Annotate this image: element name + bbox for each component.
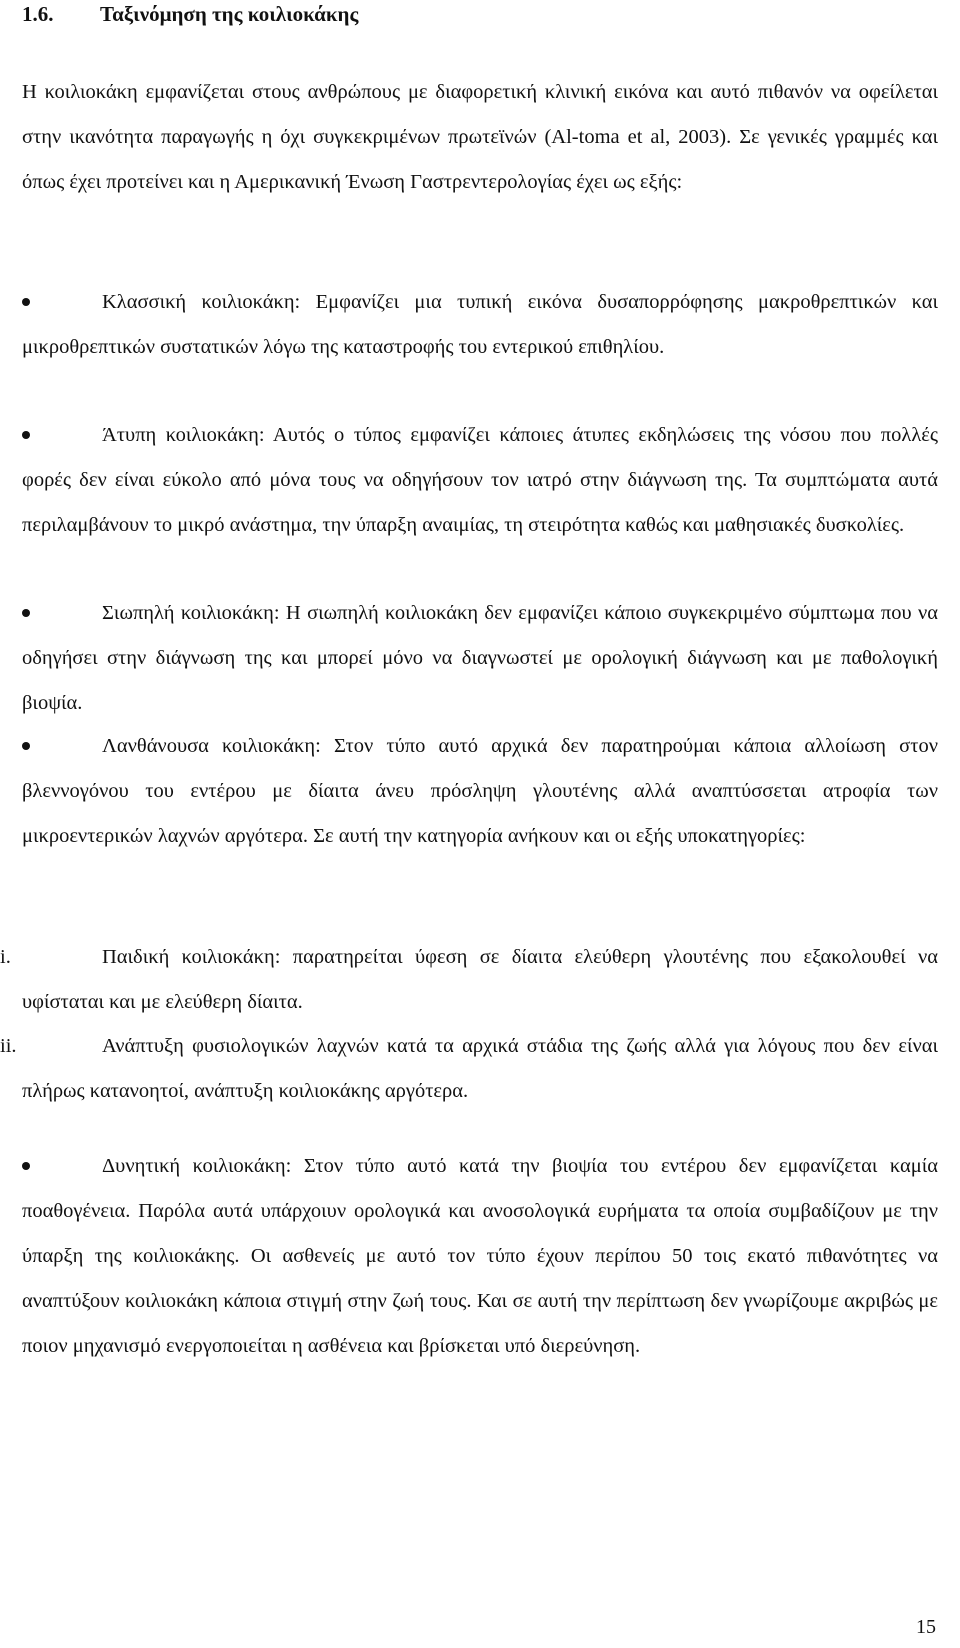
bullet-text: Λανθάνουσα κοιλιοκάκη: Στον τύπο αυτό αρχικά δεν παρατηρούμαι κάποια αλλοίωση στον βλεννογόνου του εντέρου με δίαιτα άνευ πρόσληψη γλουτένης αλλά αναπτύσσεται ατροφία των μικροεντερικών λαχνών αργότερα. Σε αυτή την κατηγορία ανήκουν και οι εξής υποκατηγορίες:: [22, 735, 938, 847]
sub-item: [0, 935, 938, 1025]
intro-text: Η κοιλιοκάκη εμφανίζεται στους ανθρώπους με διαφορετική κλινική εικόνα και αυτό πιθανόν να οφείλεται στην ικανότητα παραγωγής η όχι συγκεκριμένων πρωτεϊνών (Al-toma et al, 2003). Σε γενικές γραμμές και όπως έχει προτείνει και η Αμερικανική Ένωση Γαστρεντερολογίας έχει ως εξής:: [22, 81, 938, 193]
bullet-dot-icon: [22, 742, 30, 750]
sub-item-text: Ανάπτυξη φυσιολογικών λαχνών κατά τα αρχικά στάδια της ζωής αλλά για λόγους που δεν είναι πλήρως κατανοητοί, ανάπτυξη κοιλιοκάκης αργότερα.: [22, 1035, 938, 1102]
intro-paragraph: [22, 70, 938, 205]
bullet-dot-icon: [22, 298, 30, 306]
bullet-dot-icon: [22, 1162, 30, 1170]
bullet-dot-icon: [22, 609, 30, 617]
bullet-text: Κλασσική κοιλιοκάκη: Εμφανίζει μια τυπική εικόνα δυσαπορρόφησης μακροθρεπτικών και μικροθρεπτικών συστατικών λόγω της καταστροφής του εντερικού επιθηλίου.: [22, 291, 938, 358]
bullet-text: Δυνητική κοιλιοκάκη: Στον τύπο αυτό κατά την βιοψία του εντέρου δεν εμφανίζεται καμία ποαθογένεια. Παρόλα αυτά υπάρχοιυν ορολογικά και ανοσολογικά ευρήματα τα οποία συμβαδίζουν με την ύπαρξη της κοιλιοκάκης. Οι ασθενείς με αυτό τον τύπο έχουν περίπου 50 τοις εκατό πιθανότητες να αναπτύξουν κοιλιοκάκη κάποια στιγμή στην ζωή τους. Και σε αυτή την περίπτωση δεν γνωρίζουμε ακριβώς με ποιον μηχανισμό ενεργοποιείται η ασθένεια και βρίσκεται υπό διερεύνηση.: [22, 1155, 938, 1357]
section-title: Ταξινόμηση της κοιλιοκάκης: [100, 2, 359, 26]
section-number: 1.6.: [22, 2, 54, 26]
sub-item-text: Παιδική κοιλιοκάκη: παρατηρείται ύφεση σε δίαιτα ελεύθερη γλουτένης που εξακολουθεί να υφίσταται και με ελεύθερη δίαιτα.: [22, 946, 938, 1013]
bullet-item: [22, 724, 938, 859]
sub-item-marker: ii.: [0, 1035, 17, 1057]
bullet-dot-icon: [22, 431, 30, 439]
sub-item-marker: i.: [0, 946, 11, 968]
bullet-item: [22, 591, 938, 726]
bullet-item: [22, 280, 938, 370]
bullet-item: [22, 413, 938, 548]
bullet-text: Σιωπηλή κοιλιοκάκη: Η σιωπηλή κοιλιοκάκη δεν εμφανίζει κάποιο συγκεκριμένο σύμπτωμα που να οδηγήσει στην διάγνωση της και μπορεί μόνο να διαγνωστεί με ορολογική διάγνωση και με παθολογική βιοψία.: [22, 602, 938, 714]
bullet-item: [22, 1144, 938, 1369]
page-number: 15: [916, 1616, 936, 1638]
sub-item: [0, 1024, 938, 1114]
bullet-text: Άτυπη κοιλιοκάκη: Αυτός ο τύπος εμφανίζει κάποιες άτυπες εκδηλώσεις της νόσου που πολλές φορές δεν είναι εύκολο από μόνα τους να οδηγήσουν τον ιατρό στην διάγνωση της. Τα συμπτώματα αυτά περιλαμβάνουν το μικρό ανάστημα, την ύπαρξη αναιμίας, τη στειρότητα καθώς και μαθησιακές δυσκολίες.: [22, 424, 938, 536]
section-heading: [22, 2, 358, 27]
